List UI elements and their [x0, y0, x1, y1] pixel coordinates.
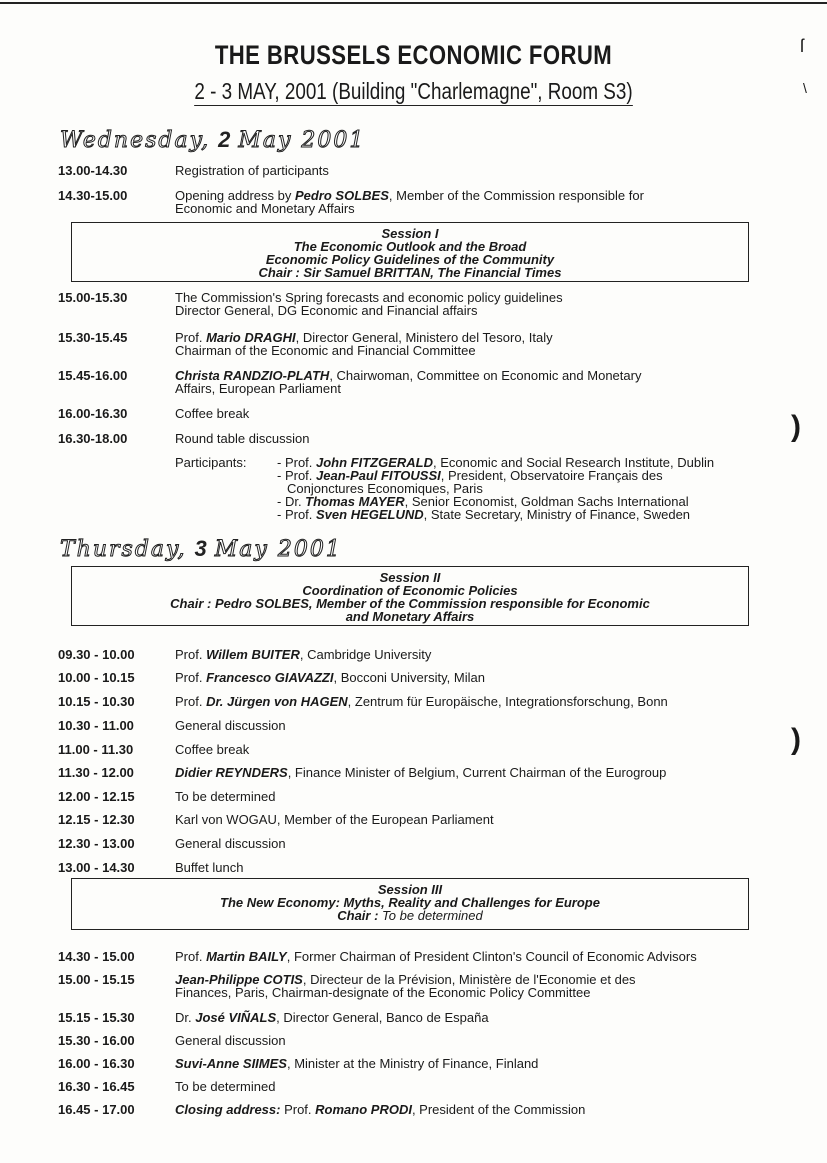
day-heading-thursday: Thursday, 3 May 2001 — [60, 536, 342, 562]
page-title: THE BRUSSELS ECONOMIC FORUM — [214, 40, 613, 70]
top-rule — [0, 2, 827, 4]
participant-item: - Dr. Thomas MAYER, Senior Economist, Goldman Sachs International — [277, 494, 689, 509]
page-subtitle: 2 - 3 MAY, 2001 (Building "Charlemagne", Room S3) — [194, 78, 633, 104]
margin-mark: ſ — [800, 36, 804, 56]
participant-item: - Prof. Jean-Paul FITOUSSI, President, Observatoire Français des — [277, 468, 663, 483]
day-heading-wednesday: Wednesday, 2 May 2001 — [60, 127, 366, 153]
participant-item: Conjonctures Economiques, Paris — [287, 481, 483, 496]
margin-mark: ) — [791, 723, 801, 756]
margin-mark: \ — [803, 80, 807, 96]
session-box-1: Session I The Economic Outlook and the Broad Economic Policy Guidelines of the Community Chair : Sir Samuel BRITTAN, The Financial Times — [71, 222, 749, 282]
participant-item: - Prof. John FITZGERALD, Economic and Social Research Institute, Dublin — [277, 455, 715, 470]
session-box-2: Session II Coordination of Economic Policies Chair : Pedro SOLBES, Member of the Commission responsible for Economic and Monetary Affairs — [71, 566, 749, 626]
margin-mark: ) — [791, 410, 801, 443]
participant-item: - Prof. Sven HEGELUND, State Secretary, Ministry of Finance, Sweden — [277, 507, 691, 522]
session-box-3: Session III The New Economy: Myths, Reality and Challenges for Europe Chair : To be determined — [71, 878, 749, 930]
